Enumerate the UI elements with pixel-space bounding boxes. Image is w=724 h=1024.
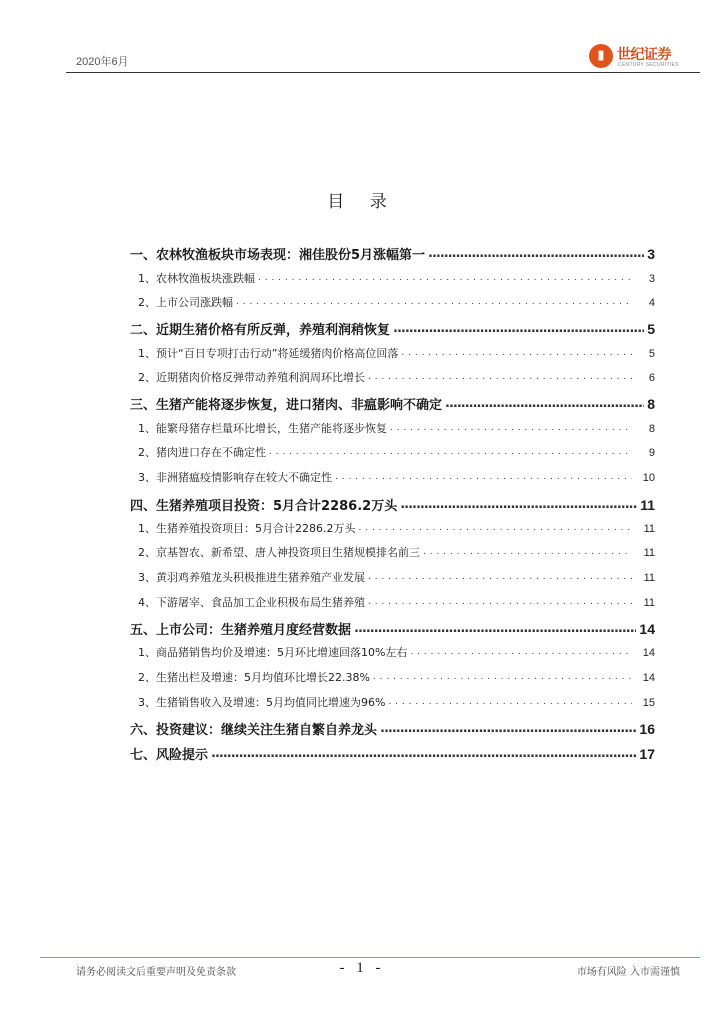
toc-page-number: 3 bbox=[648, 273, 655, 285]
toc-leader-dots bbox=[211, 746, 636, 761]
toc-page-number: 9 bbox=[648, 447, 655, 459]
toc-subsection-entry[interactable] bbox=[138, 669, 655, 685]
toc-entry-label: 1、生猪养殖投资项目：5月合计2286.2万头 bbox=[138, 522, 356, 535]
toc-page-number: 11 bbox=[643, 572, 655, 584]
toc-leader-dots bbox=[410, 647, 632, 657]
toc-subsection-entry[interactable] bbox=[138, 294, 655, 310]
toc-page-number: 15 bbox=[642, 697, 655, 709]
footer-rule bbox=[40, 957, 700, 958]
toc-title: 目 录 bbox=[327, 192, 397, 212]
toc-subsection-entry[interactable] bbox=[138, 270, 655, 286]
toc-page-number: 3 bbox=[647, 246, 655, 262]
toc-subsection-entry[interactable] bbox=[138, 644, 655, 660]
toc-section-entry[interactable] bbox=[130, 719, 655, 738]
toc-leader-dots bbox=[445, 396, 644, 411]
toc-section-entry[interactable] bbox=[130, 244, 655, 263]
toc-leader-dots bbox=[428, 246, 644, 261]
footer-disclaimer: 请务必阅读文后重要声明及免责条款 bbox=[76, 967, 236, 978]
toc-leader-dots bbox=[380, 721, 636, 736]
toc-leader-dots bbox=[258, 273, 632, 283]
toc-entry-label: 3、生猪销售收入及增速：5月均值同比增速为96% bbox=[138, 696, 386, 709]
toc-page-number: 14 bbox=[642, 672, 655, 684]
toc-subsection-entry[interactable] bbox=[138, 569, 655, 585]
toc-entry-label: 2、京基智农、新希望、唐人神投资项目生猪规模排名前三 bbox=[138, 546, 420, 559]
toc-entry-label: 2、生猪出栏及增速：5月均值环比增长22.38% bbox=[138, 671, 370, 684]
toc-leader-dots bbox=[373, 672, 632, 682]
toc-entry-label: 4、下游屠宰、食品加工企业积极布局生猪养殖 bbox=[138, 596, 365, 609]
company-logo bbox=[589, 43, 699, 71]
toc-leader-dots bbox=[390, 423, 632, 433]
toc-entry-label: 1、农林牧渔板块涨跌幅 bbox=[138, 272, 255, 285]
toc-subsection-entry[interactable] bbox=[138, 544, 655, 560]
toc-page-number: 6 bbox=[648, 372, 655, 384]
toc-entry-label: 2、近期猪肉价格反弹带动养殖利润周环比增长 bbox=[138, 371, 365, 384]
toc-page-number: 11 bbox=[643, 523, 655, 535]
toc-entry-label: 1、能繁母猪存栏量环比增长，生猪产能将逐步恢复 bbox=[138, 422, 387, 435]
toc-page-number: 11 bbox=[640, 497, 655, 513]
toc-entry-label: 七、风险提示 bbox=[130, 748, 209, 763]
toc-page-number: 14 bbox=[639, 621, 655, 637]
toc-page-number: 10 bbox=[642, 472, 655, 484]
toc-entry-label: 1、预计“百日专项打击行动”将延缓猪肉价格高位回落 bbox=[138, 347, 399, 360]
header-rule bbox=[66, 72, 700, 73]
toc-page-number: 11 bbox=[643, 597, 655, 609]
toc-leader-dots bbox=[335, 472, 632, 482]
footer-page-number: - 1 - bbox=[339, 960, 385, 976]
toc-page-number: 16 bbox=[639, 721, 655, 737]
footer-risk-notice: 市场有风险 入市需谨慎 bbox=[576, 967, 680, 978]
toc-entry-label: 六、投资建议：继续关注生猪自繁自养龙头 bbox=[130, 723, 378, 738]
toc-leader-dots bbox=[401, 348, 632, 358]
toc-entry-label: 三、生猪产能将逐步恢复，进口猪肉、非瘟影响不确定 bbox=[130, 398, 443, 413]
toc-entry-label: 二、近期生猪价格有所反弹，养殖利润稍恢复 bbox=[130, 323, 391, 338]
toc-page-number: 5 bbox=[648, 348, 655, 360]
toc-page-number: 17 bbox=[639, 746, 655, 762]
toc-page-number: 8 bbox=[648, 423, 655, 435]
toc-entry-label: 四、生猪养殖项目投资：5月合计2286.2万头 bbox=[130, 499, 398, 514]
toc-entry-label: 一、农林牧渔板块市场表现：湘佳股份5月涨幅第一 bbox=[130, 248, 426, 263]
toc-section-entry[interactable] bbox=[130, 319, 655, 338]
toc-subsection-entry[interactable] bbox=[138, 369, 655, 385]
toc-entry-label: 2、猪肉进口存在不确定性 bbox=[138, 446, 266, 459]
header-date: 2020年6月 bbox=[76, 56, 129, 68]
toc-subsection-entry[interactable] bbox=[138, 444, 655, 460]
toc-subsection-entry[interactable] bbox=[138, 345, 655, 361]
toc-subsection-entry[interactable] bbox=[138, 594, 655, 610]
logo-chinese-name: 世纪证券 bbox=[617, 47, 671, 63]
toc-entry-label: 2、上市公司涨跌幅 bbox=[138, 296, 233, 309]
toc-subsection-entry[interactable] bbox=[138, 520, 655, 536]
toc-section-entry[interactable] bbox=[130, 495, 655, 514]
logo-english-name: CENTURY SECURITIES bbox=[618, 62, 679, 68]
toc-leader-dots bbox=[359, 523, 633, 533]
toc-page-number: 4 bbox=[648, 297, 655, 309]
logo-mark-icon: ▮ bbox=[589, 44, 613, 68]
toc-page-number: 8 bbox=[647, 396, 655, 412]
toc-page-number: 11 bbox=[643, 547, 655, 559]
toc-entry-label: 五、上市公司：生猪养殖月度经营数据 bbox=[130, 623, 352, 638]
toc-entry-label: 3、黄羽鸡养殖龙头积极推进生猪养殖产业发展 bbox=[138, 571, 365, 584]
toc-entry-label: 1、商品猪销售均价及增速：5月环比增速回落10%左右 bbox=[138, 646, 408, 659]
toc-section-entry[interactable] bbox=[130, 394, 655, 413]
toc-leader-dots bbox=[368, 572, 632, 582]
toc-section-entry[interactable] bbox=[130, 619, 655, 638]
toc-leader-dots bbox=[400, 497, 637, 512]
toc-section-entry[interactable] bbox=[130, 744, 655, 763]
toc-entry-label: 3、非洲猪瘟疫情影响存在较大不确定性 bbox=[138, 471, 332, 484]
toc-page-number: 14 bbox=[642, 647, 655, 659]
toc-page-number: 5 bbox=[647, 321, 655, 337]
toc-subsection-entry[interactable] bbox=[138, 469, 655, 485]
toc-leader-dots bbox=[368, 597, 632, 607]
toc-leader-dots bbox=[236, 297, 632, 307]
toc-leader-dots bbox=[388, 697, 632, 707]
toc-leader-dots bbox=[269, 447, 632, 457]
toc-leader-dots bbox=[354, 621, 636, 636]
toc-subsection-entry[interactable] bbox=[138, 420, 655, 436]
toc-leader-dots bbox=[423, 547, 632, 557]
toc-subsection-entry[interactable] bbox=[138, 694, 655, 710]
toc-leader-dots bbox=[393, 321, 644, 336]
toc-leader-dots bbox=[368, 372, 632, 382]
